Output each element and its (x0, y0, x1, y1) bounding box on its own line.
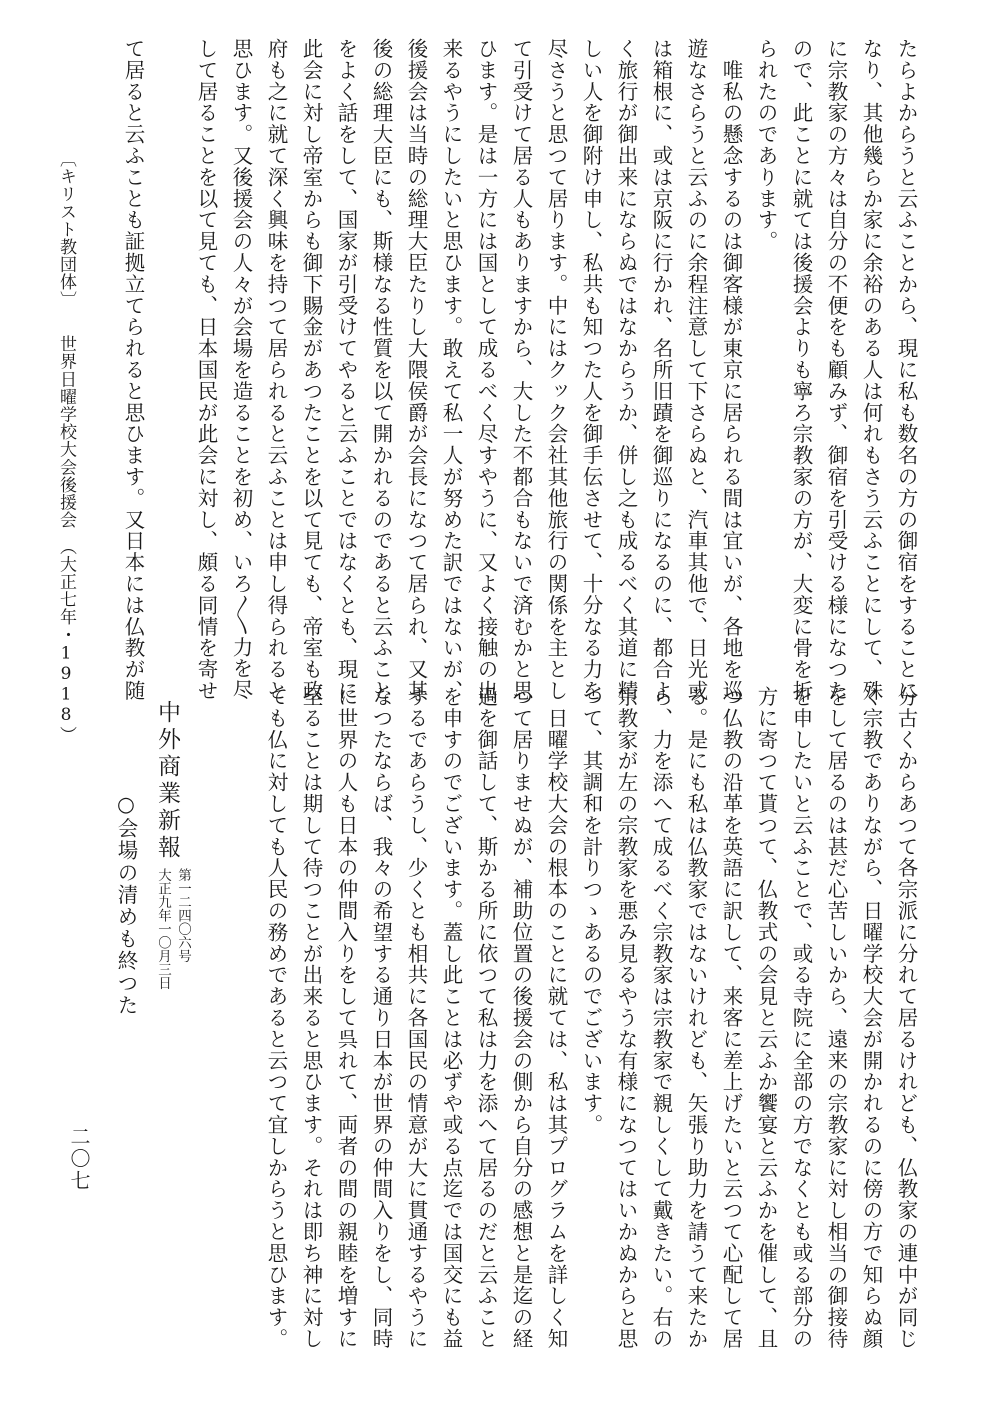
text-column: ひます。是は一方には国として成るべく尽すやうに、又よく接触の出 (474, 38, 498, 702)
text-column: を申したいと云ふことで、或る寺院に全部の方でなくとも或る部分の (789, 686, 813, 1350)
text-column: 遊なさらうと云ふのに余程注意して下さらぬと、汽車其他で、日光或 (684, 38, 708, 702)
text-column: をよく話をして、国家が引受けてやると云ふことではなくとも、現に (334, 38, 358, 702)
text-column: 方に寄つて貰つて、仏教式の会見と云ふか饗宴と云ふかを催して、且 (754, 686, 778, 1350)
text-column: 此会に対し帝室からも御下賜金があつたことを以て見ても、帝室も政 (299, 38, 323, 702)
text-column: に世界の人も日本の仲間入りをして呉れて、両者の間の親睦を増すに (334, 686, 358, 1350)
text-column: をして居るのは甚だ心苦しいから、遠来の宗教家に対し相当の御接待 (824, 686, 848, 1350)
text-column: つて居りませぬが、補助位置の後援会の側から自分の感想と是迄の経 (509, 686, 533, 1350)
text-column: ので、此ことに就ては後援会よりも寧ろ宗教家の方が、大変に骨を折 (789, 38, 813, 702)
text-column: 過を御話して、斯かる所に依つて私は力を添へて居るのだと云ふこと (474, 686, 498, 1350)
text-column: 府も之に就て深く興味を持つて居られると云ふことは申し得られると (264, 38, 288, 702)
text-column: ら、力を添へて成るべく宗教家は宗教家で親しくして戴きたい。右の (649, 686, 673, 1350)
text-column: て居ると云ふことも証拠立てられると思ひます。又日本には仏教が随 (121, 38, 145, 702)
text-column: く旅行が御出来にならぬではなからうか、併し之も成るべく其道に精 (614, 38, 638, 702)
text-column: 至ることは期して待つことが出来ると思ひます。それは即ち神に対し (299, 686, 323, 1350)
text-column: なつたならば、我々の希望する通り日本が世界の仲間入りをし、同時 (369, 686, 393, 1350)
text-column: して居ることを以て見ても、日本国民が此会に対し、頗る同情を寄せ (194, 38, 218, 702)
text-column: たらよからうと云ふことから、現に私も数名の方の御宿をすることに (894, 38, 918, 702)
text-column: するであらうし、少くとも相共に各国民の情意が大に貫通するやうに (404, 686, 428, 1350)
text-column: 後の総理大臣にも、斯様なる性質を以て開かれるのであると云ふこと (369, 38, 393, 702)
issue-date: 大正九年一〇月三日 (155, 868, 171, 990)
text-column: る。是にも私は仏教家ではないけれども、矢張り助力を請うて来たか (684, 686, 708, 1350)
text-column: を申すのでございます。蓋し此ことは必ずや或る点迄では国交にも益 (439, 686, 463, 1350)
text-column: 来るやうにしたいと思ひます。敢えて私一人が努めた訳ではないが、 (439, 38, 463, 702)
page-number: 二〇七 (67, 1126, 91, 1192)
text-column: 尽さうと思つて居ります。中にはクック会社其他旅行の関係を主とし (544, 38, 568, 702)
article-title: ○会場の清めも終つた (114, 792, 138, 1017)
text-column: 宗教家が左の宗教家を悪み見るやうな有様になつてはいかぬからと思 (614, 686, 638, 1350)
text-column: く宗教でありながら、日曜学校大会が開かれるのに傍の方で知らぬ顔 (859, 686, 883, 1350)
text-column: は箱根に、或は京阪に行かれ、名所旧蹟を御巡りになるのに、都合よ (649, 38, 673, 702)
text-column: 後援会は当時の総理大臣たりし大隈侯爵が会長になつて居られ、又其 (404, 38, 428, 702)
text-column: 思ひます。又後援会の人々が会場を造ることを初め、いろ〳〵力を尽 (229, 38, 253, 701)
text-column: つて、其調和を計りつゝあるのでございます。 (579, 686, 603, 1136)
text-column: ても仏に対しても人民の務めであると云つて宜しからうと思ひます。 (264, 686, 288, 1350)
text-column: 分古くからあつて各宗派に分れて居るけれども、仏教家の連中が同じ (894, 686, 918, 1350)
text-column: 日曜学校大会の根本のことに就ては、私は其プログラムを詳しく知 (544, 686, 568, 1350)
text-column: て引受けて居る人もありますから、大した不都合もないで済むかと思 (509, 38, 533, 702)
text-column: られたのであります。 (754, 38, 778, 252)
issue-number: 第一二四〇六号 (175, 868, 191, 963)
text-column: に宗教家の方々は自分の不便をも顧みず、御宿を引受ける様になつた (824, 38, 848, 702)
text-column: つ仏教の沿革を英語に訳して、来客に差上げたいと云つて心配して居 (719, 686, 743, 1350)
text-column: なり、其他幾らか家に余裕のある人は何れもさう云ふことにして、殊 (859, 38, 883, 702)
text-column: しい人を御附け申し、私共も知つた人を御手伝させて、十分なる力を (579, 38, 603, 702)
text-column: 唯私の懸念するのは御客様が東京に居られる間は宜いが、各地を巡 (719, 38, 743, 702)
newspaper-name: 中外商業新報 (154, 700, 180, 862)
running-header: 〔キリスト教団体〕 世界日曜学校大会後援会 （大正七年・1918） (56, 150, 76, 744)
